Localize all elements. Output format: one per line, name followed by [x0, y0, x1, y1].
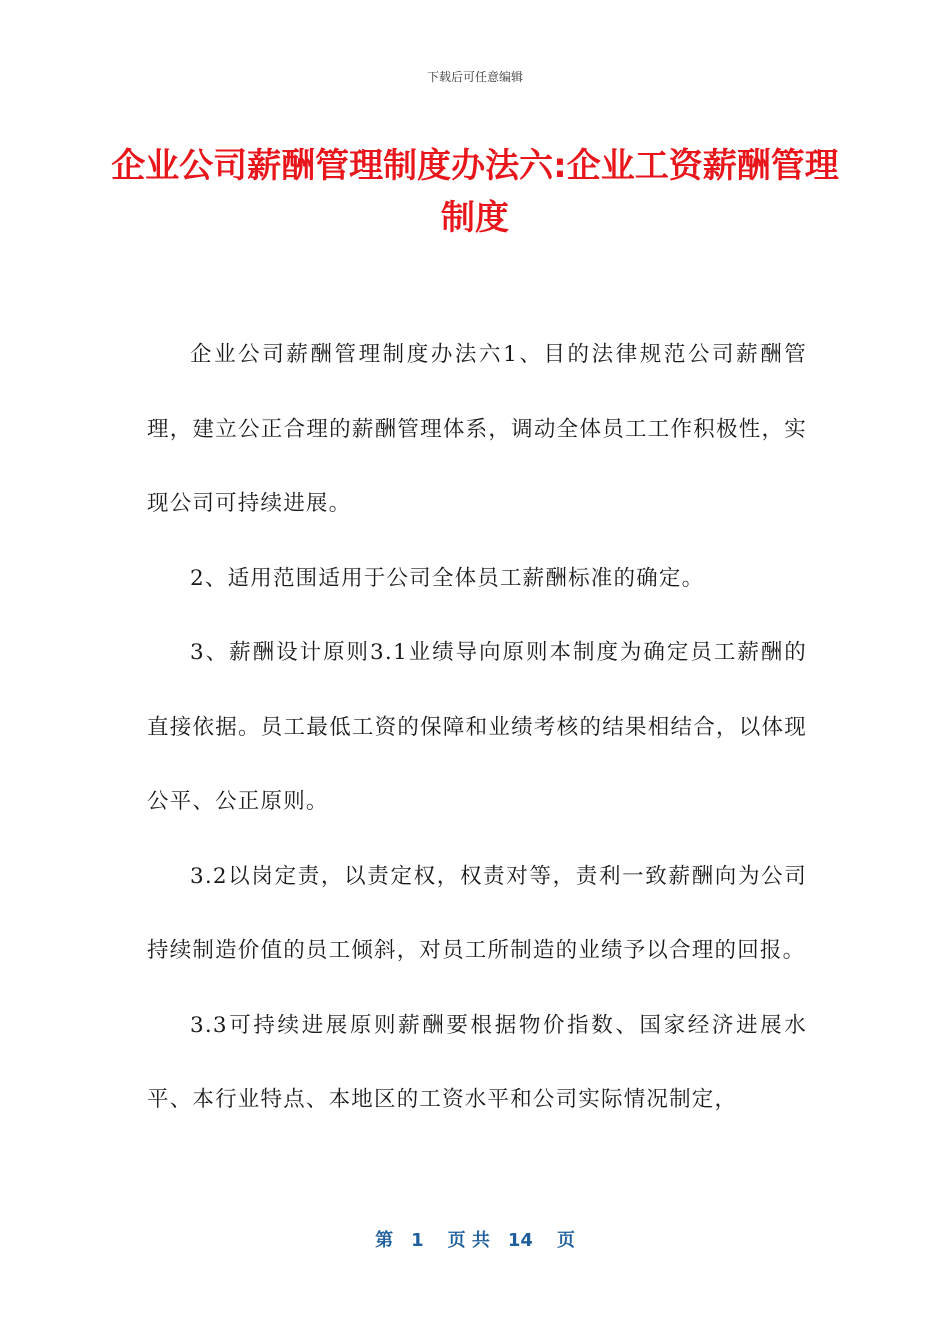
document-title: 企业公司薪酬管理制度办法六:企业工资薪酬管理制度	[111, 146, 839, 238]
page-footer	[0, 1226, 950, 1252]
paragraph-4: 3.2以岗定责，以责定权，权责对等，责利一致薪酬向为公司持续制造价值的员工倾斜，对员工所制造的业绩予以合理的回报。	[147, 863, 807, 963]
header-note: 下载后可任意编辑	[426, 70, 523, 84]
footer-middle: 页 共	[447, 1230, 490, 1251]
paragraph-5: 3.3可持续进展原则薪酬要根据物价指数、国家经济进展水平、本行业特点、本地区的工资水平和公司实际情况制定，	[147, 1012, 807, 1112]
footer-prefix: 第	[375, 1230, 394, 1251]
paragraph-1: 企业公司薪酬管理制度办法六1、目的法律规范公司薪酬管理，建立公正合理的薪酬管理体系，调动全体员工工作积极性，实现公司可持续进展。	[147, 342, 807, 516]
footer-total-pages: 14	[507, 1230, 533, 1251]
paragraph-3: 3、薪酬设计原则3.1业绩导向原则本制度为确定员工薪酬的直接依据。员工最低工资的保障和业绩考核的结果相结合，以体现公平、公正原则。	[147, 640, 807, 814]
footer-current-page: 1	[411, 1230, 424, 1251]
document-body	[147, 318, 807, 1138]
paragraph-2: 2、适用范围适用于公司全体员工薪酬标准的确定。	[190, 565, 705, 591]
footer-suffix: 页	[556, 1230, 575, 1251]
